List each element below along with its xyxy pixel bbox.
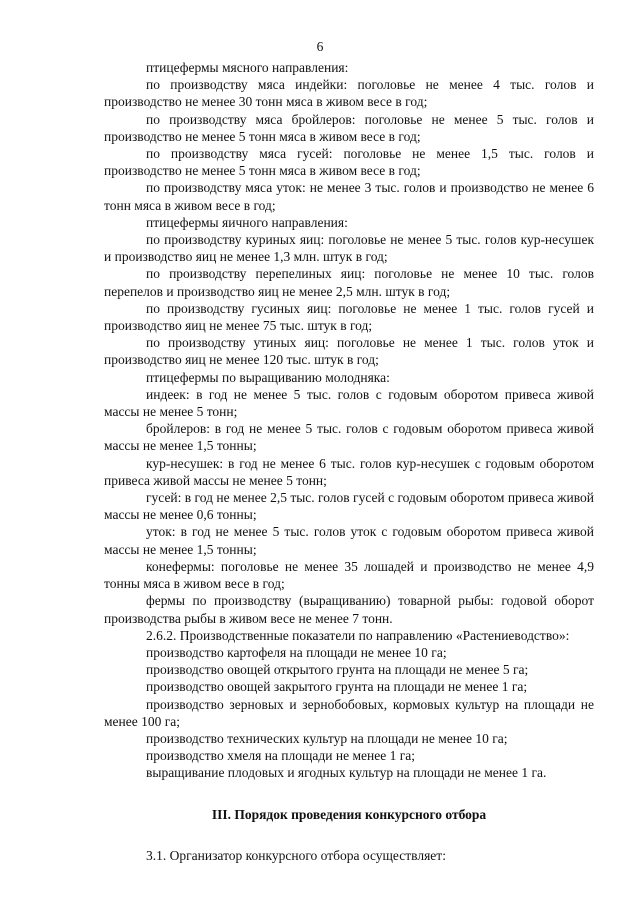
paragraph: уток: в год не менее 5 тыс. голов уток с годовым оборотом привеса живой массы не менее 1,5 тонны; bbox=[104, 524, 594, 557]
paragraph: птицефермы мясного направления: bbox=[146, 60, 349, 75]
paragraph: индеек: в год не менее 5 тыс. голов с годовым оборотом привеса живой массы не менее 5 тонн; bbox=[104, 386, 594, 420]
paragraph: выращивание плодовых и ягодных культур на площади не менее 1 га. bbox=[146, 765, 547, 781]
paragraph: по производству куриных яиц: поголовье не менее 5 тыс. голов кур-несушек и производство яиц не менее 1,3 млн. штук в год; bbox=[104, 232, 594, 265]
paragraph: производство овощей открытого грунта на площади не менее 5 га; bbox=[146, 662, 529, 678]
paragraph: гусей: в год не менее 2,5 тыс. голов гусей с годовым оборотом привеса живой массы не менее 0,6 тонны; bbox=[104, 490, 594, 523]
paragraph: кур-несушек: в год не менее 6 тыс. голов кур-несушек с годовым оборотом привеса живой массы не менее 5 тонн; bbox=[104, 455, 594, 488]
paragraph: по производству мяса бройлеров: поголовье не менее 5 тыс. голов и производство не менее 5 тонн мяса в живом весе в год; bbox=[104, 111, 594, 144]
paragraph: по производству утиных яиц: поголовье не менее 1 тыс. голов уток и производство яиц не менее 120 тыс. штук в год; bbox=[104, 335, 594, 368]
paragraph: 2.6.2. Производственные показатели по направлению «Растениеводство»: bbox=[146, 627, 570, 643]
paragraph: фермы по производству (выращиванию) товарной рыбы: годовой оборот производства рыбы в живом весе не менее 7 тонн. bbox=[104, 593, 594, 626]
paragraph: производство зерновых и зернобобовых, кормовых культур на площади не менее 100 га; bbox=[104, 696, 594, 729]
paragraph: по производству мяса уток: не менее 3 тыс. голов и производство не менее 6 тонн мяса в живом весе в год; bbox=[104, 180, 594, 213]
paragraph: производство хмеля на площади не менее 1 га; bbox=[146, 748, 415, 764]
page-number: 6 bbox=[316, 39, 324, 54]
paragraph: по производству гусиных яиц: поголовье не менее 1 тыс. голов гусей и производство яиц не менее 75 тыс. штук в год; bbox=[104, 300, 594, 334]
paragraph: бройлеров: в год не менее 5 тыс. голов с годовым оборотом привеса живой массы не менее 1,5 тонны; bbox=[104, 421, 594, 454]
paragraph: конефермы: поголовье не менее 35 лошадей и производство не менее 4,9 тонны мяса в живом весе в год; bbox=[104, 558, 594, 592]
section-heading: III. Порядок проведения конкурсного отбора bbox=[211, 806, 487, 822]
paragraph: производство технических культур на площади не менее 10 га; bbox=[146, 730, 508, 746]
paragraph: производство картофеля на площади не менее 10 га; bbox=[146, 644, 447, 660]
document-body bbox=[104, 59, 594, 864]
paragraph: птицефермы яичного направления: bbox=[146, 214, 348, 230]
paragraph: по производству мяса гусей: поголовье не менее 1,5 тыс. голов и производство не менее 5 тонн мяса в живом весе в год; bbox=[104, 146, 594, 179]
paragraph: производство овощей закрытого грунта на площади не менее 1 га; bbox=[146, 679, 528, 695]
paragraph: 3.1. Организатор конкурсного отбора осуществляет: bbox=[146, 847, 446, 863]
paragraph: птицефермы по выращиванию молодняка: bbox=[146, 369, 390, 385]
paragraph: по производству перепелиных яиц: поголовье не менее 10 тыс. голов перепелов и производство яиц не менее 2,5 млн. штук в год; bbox=[104, 266, 594, 299]
paragraph: по производству мяса индейки: поголовье не менее 4 тыс. голов и производство не менее 30 тонн мяса в живом весе в год; bbox=[104, 77, 594, 110]
